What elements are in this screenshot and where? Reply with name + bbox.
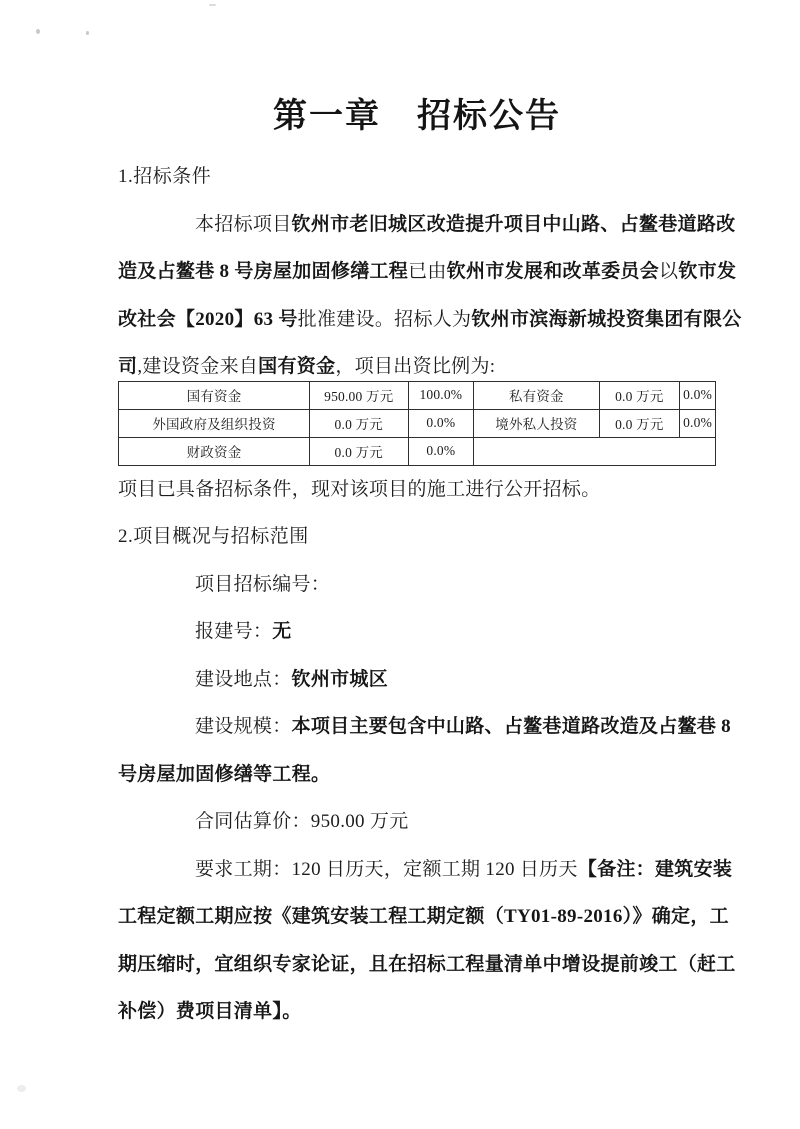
text-segment: 本招标项目 (195, 213, 292, 235)
funding-table-cell: 100.0% (408, 381, 474, 409)
bold-text-segment: 号房屋加固修缮等工程。 (118, 763, 331, 785)
text-segment: 已由 (408, 261, 447, 282)
field-construction-scale-line-2 (118, 751, 716, 799)
funding-table-cell: 0.0% (408, 409, 474, 437)
bold-text-segment: 【备注：建筑安装 (577, 858, 733, 880)
bold-text-segment: 期压缩时，宜组织专家论证，且在招标工程量清单中增设提前竣工（赶工 (118, 953, 736, 975)
scan-speck (17, 1085, 26, 1092)
bold-text-segment: 本项目主要包含中山路、占鳌巷道路改造及占鳌巷 8 (291, 716, 731, 737)
text-segment: 项目招标编号： (195, 573, 331, 595)
bold-text-segment: 钦州市城区 (291, 668, 389, 690)
text-segment: 以 (659, 261, 679, 282)
funding-table-cell: 0.0% (408, 437, 474, 465)
para-tender-conditions-line-2 (118, 248, 737, 296)
text-segment: ，项目出资比例为: (335, 356, 496, 377)
chapter-title: 第一章 招标公告 (273, 97, 561, 135)
funding-table-cell (474, 437, 716, 465)
text-segment: 要求工期：120 日历天，定额工期 120 日历天 (195, 858, 578, 880)
funding-table-cell: 0.0% (680, 381, 716, 409)
para-tender-conditions-line-1 (118, 201, 736, 249)
bold-text-segment: 工程定额工期应按《建筑安装工程工期定额（TY01-89-2016）》确定，工 (118, 906, 729, 927)
scan-speck (36, 29, 40, 34)
bold-text-segment: 钦市发 (678, 261, 737, 282)
text-segment: 建设规模： (195, 716, 292, 737)
funding-table-cell: 0.0 万元 (599, 409, 680, 437)
text-segment: 批准建设。招标人为 (297, 308, 472, 330)
text-segment: 项目已具备招标条件，现对该项目的施工进行公开招标。 (118, 478, 601, 500)
field-construction-site (118, 656, 716, 704)
funding-table-row (119, 409, 716, 437)
bold-text-segment: 无 (272, 621, 292, 642)
document-body (118, 153, 742, 1036)
funding-table-cell: 国有资金 (119, 381, 310, 409)
section-heading-1 (118, 153, 716, 201)
text-segment: 报建号： (195, 621, 273, 642)
field-contract-estimate (118, 798, 716, 846)
scan-speck (209, 4, 216, 6)
field-required-duration-line-3 (118, 941, 736, 989)
scan-speck (86, 31, 89, 35)
para-tender-conditions-line-3 (118, 296, 742, 344)
text-segment: ,建设资金来自 (137, 356, 259, 377)
bold-text-segment: 国有资金 (258, 356, 336, 377)
funding-table-cell: 私有资金 (474, 381, 599, 409)
funding-ratio-table (118, 381, 716, 466)
funding-table-cell: 950.00 万元 (310, 381, 409, 409)
bold-text-segment: 钦州市老旧城区改造提升项目中山路、占鳌巷道路改 (291, 213, 736, 235)
bold-text-segment: 司 (118, 356, 138, 377)
field-required-duration-line-4 (118, 988, 716, 1036)
funding-table-cell: 0.0 万元 (599, 381, 680, 409)
bold-text-segment: 补偿）费项目清单】。 (118, 1001, 302, 1022)
field-required-duration-line-1 (118, 846, 733, 894)
text-segment: 合同估算价：950.00 万元 (195, 811, 409, 832)
para-tender-ready (118, 466, 716, 514)
field-construction-scale-line-1 (118, 703, 731, 751)
section-heading-2 (118, 513, 716, 561)
text-segment: 建设地点： (195, 668, 292, 690)
funding-table-cell: 境外私人投资 (474, 409, 599, 437)
text-segment: 2.项目概况与招标范围 (118, 526, 309, 547)
bold-text-segment: 钦州市滨海新城投资集团有限公 (471, 308, 742, 330)
funding-table-row (119, 437, 716, 465)
bold-text-segment: 钦州市发展和改革委员会 (446, 261, 660, 282)
bold-text-segment: 改社会【2020】63 号 (118, 308, 298, 330)
funding-table-cell: 0.0 万元 (310, 409, 409, 437)
bold-text-segment: 造及占鳌巷 8 号房屋加固修缮工程 (118, 261, 409, 282)
text-segment: 1.招标条件 (118, 166, 212, 187)
field-required-duration-line-2 (118, 893, 729, 941)
funding-table-cell: 0.0% (680, 409, 716, 437)
funding-table-cell: 财政资金 (119, 437, 310, 465)
field-construction-permit-number (118, 608, 716, 656)
field-tender-number (118, 561, 716, 609)
funding-table-cell: 外国政府及组织投资 (119, 409, 310, 437)
funding-table-cell: 0.0 万元 (310, 437, 409, 465)
